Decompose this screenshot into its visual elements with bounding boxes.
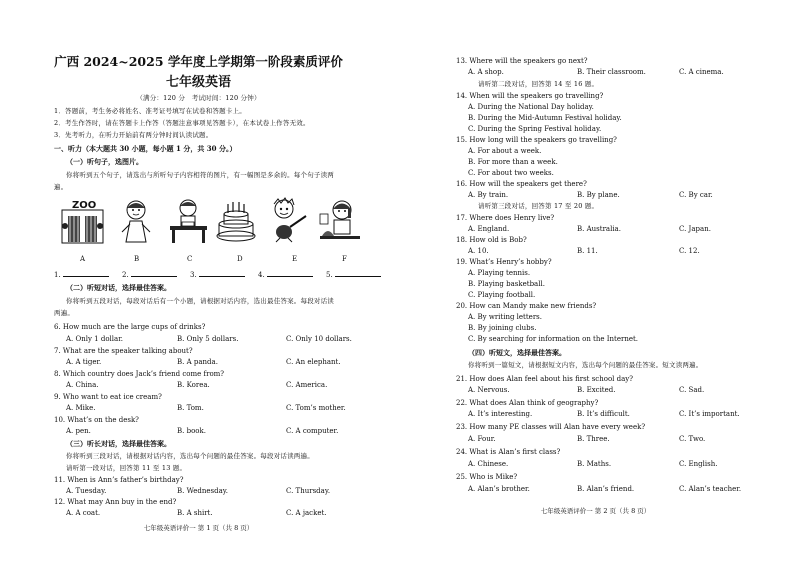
section3-heading: （三）听长对话，选择最佳答案。 [66,439,171,448]
q24-option-a[interactable]: A. Chinese. [468,460,509,468]
picture-c-boy-at-desk [166,196,211,245]
q24-option-c[interactable]: C. English. [679,460,718,468]
answer-blank-3[interactable]: 3. [190,270,245,279]
picture-d-birthday-cake [214,196,259,245]
section2-instruction: 你将听到五段对话，每段对话后有一个小题，请根据对话内容，选出最佳答案。每段对话读 [66,297,334,305]
q9-option-b[interactable]: B. Tom. [177,404,204,412]
q8-option-c[interactable]: C. America. [286,381,328,389]
question-18: 18. How old is Bob? [456,236,527,244]
question-15: 15. How long will the speakers go travelling? [456,136,617,144]
question-20: 20. How can Mandy make new friends? [456,302,597,310]
section1-heading: （一）听句子，选图片。 [66,157,143,166]
picture-e-boy-guitar [264,196,309,245]
q9-option-a[interactable]: A. Mike. [66,404,96,412]
exam-title: 广西 2024~2025 学年度上学期第一阶段素质评价 [54,54,343,69]
q22-option-c[interactable]: C. It’s important. [679,410,740,418]
picture-label-d: D [237,255,243,263]
note-2: 2．考生作答时，请在答题卡上作答（答题注意事项见答题卡），在本试卷上作答无效。 [54,119,310,127]
page-footer-2: 七年级英语评价一 第 2 页（共 8 页） [540,507,651,515]
q10-option-b[interactable]: B. book. [177,427,206,435]
page-footer-1: 七年级英语评价一 第 1 页（共 8 页） [143,524,254,532]
q17-option-b[interactable]: B. Australia. [577,225,621,233]
q20-option-a[interactable]: A. By writing letters. [468,313,542,321]
svg-text:ZOO: ZOO [72,200,97,211]
q14-option-c[interactable]: C. During the Spring Festival holiday. [468,125,602,133]
question-19: 19. What’s Henry’s hobby? [456,258,552,266]
picture-label-e: E [292,255,298,263]
section4-instruction: 你将听到一篇短文，请根据短文内容，选出每个问题的最佳答案。短文读两遍。 [468,361,703,369]
question-17: 17. Where does Henry live? [456,214,555,222]
q20-option-b[interactable]: B. By joining clubs. [468,324,537,332]
instruction-17-20: 请听第三段对话，回答第 17 至 20 题。 [478,202,599,210]
question-7: 7. What are the speaker talking about? [54,347,193,355]
q21-option-a[interactable]: A. Nervous. [468,386,510,394]
answer-blank-2[interactable]: 2. [122,270,177,279]
picture-b-girl [114,196,159,245]
note-3: 3．先考听力，在听力开始前有两分钟时间认读试题。 [54,131,213,139]
exam-info: （满分：120 分 考试时间：120 分钟） [136,94,261,102]
q19-option-a[interactable]: A. Playing tennis. [468,269,531,277]
picture-label-a: A [80,255,86,263]
note-1: 1．答题前，考生务必将姓名、准考证号填写在试卷和答题卡上。 [54,107,246,115]
q16-option-b[interactable]: B. By plane. [577,191,620,199]
q13-option-a[interactable]: A. A shop. [468,68,504,76]
q13-option-b[interactable]: B. Their classroom. [577,68,646,76]
q14-option-b[interactable]: B. During the Mid-Autumn Festival holiday. [468,114,622,122]
q25-option-a[interactable]: A. Alan’s brother. [468,485,530,493]
section1-instruction: 你将听到五个句子，请选出与所听句子内容相符的图片，有一幅图是多余的。每个句子读两 [66,171,334,179]
question-14: 14. When will the speakers go travelling? [456,92,604,100]
picture-label-c: C [187,255,193,263]
question-6: 6. How much are the large cups of drinks? [54,323,206,331]
q18-option-c[interactable]: C. 12. [679,247,700,255]
q21-option-b[interactable]: B. Excited. [577,386,616,394]
question-13: 13. Where will the speakers go next? [456,57,588,65]
picture-label-f: F [342,255,347,263]
q10-option-a[interactable]: A. pen. [66,427,91,435]
q10-option-c[interactable]: C. A computer. [286,427,339,435]
section3-subinstruction: 请听第一段对话，回答第 11 至 13 题。 [66,464,187,472]
q11-option-b[interactable]: B. Wednesday. [177,487,228,495]
q6-option-a[interactable]: A. Only 1 dollar. [66,335,123,343]
q9-option-c[interactable]: C. Tom’s mother. [286,404,346,412]
q22-option-b[interactable]: B. It’s difficult. [577,410,630,418]
q23-option-c[interactable]: C. Two. [679,435,706,443]
question-25: 25. Who is Mike? [456,473,518,481]
q16-option-c[interactable]: C. By car. [679,191,713,199]
q6-option-c[interactable]: C. Only 10 dollars. [286,335,352,343]
q22-option-a[interactable]: A. It’s interesting. [468,410,533,418]
q25-option-b[interactable]: B. Alan’s friend. [577,485,635,493]
section2-instruction-cont: 两遍。 [54,309,75,317]
q7-option-b[interactable]: B. A panda. [177,358,218,366]
question-21: 21. How does Alan feel about his first school day? [456,375,633,383]
q8-option-b[interactable]: B. Korea. [177,381,210,389]
question-23: 23. How many PE classes will Alan have every week? [456,423,646,431]
question-24: 24. What is Alan’s first class? [456,448,561,456]
q15-option-b[interactable]: B. For more than a week. [468,158,558,166]
picture-a-zoo [60,196,105,245]
q12-option-c[interactable]: C. A jacket. [286,509,327,517]
q13-option-c[interactable]: C. A cinema. [679,68,724,76]
q18-option-b[interactable]: B. 11. [577,247,598,255]
q23-option-a[interactable]: A. Four. [468,435,496,443]
q16-option-a[interactable]: A. By train. [468,191,509,199]
q12-option-a[interactable]: A. A coat. [66,509,101,517]
picture-label-b: B [134,255,140,263]
question-9: 9. Who want to eat ice cream? [54,393,162,401]
q14-option-a[interactable]: A. During the National Day holiday. [468,103,594,111]
q15-option-c[interactable]: C. For about two weeks. [468,169,554,177]
instruction-14-16: 请听第二段对话，回答第 14 至 16 题。 [478,80,599,88]
exam-subtitle: 七年级英语 [165,75,231,90]
q11-option-a[interactable]: A. Tuesday. [66,487,107,495]
q8-option-a[interactable]: A. China. [66,381,99,389]
q15-option-a[interactable]: A. For about a week. [468,147,542,155]
q7-option-a[interactable]: A. A tiger. [66,358,102,366]
question-16: 16. How will the speakers get there? [456,180,587,188]
q7-option-c[interactable]: C. An elephant. [286,358,341,366]
question-10: 10. What’s on the desk? [54,416,139,424]
q19-option-c[interactable]: C. Playing football. [468,291,536,299]
section2-heading: （二）听短对话，选择最佳答案。 [66,283,171,292]
question-12: 12. What may Ann buy in the end? [54,498,177,506]
answer-blank-5[interactable]: 5. [326,270,381,279]
q17-option-a[interactable]: A. England. [468,225,510,233]
q12-option-b[interactable]: B. A shirt. [177,509,213,517]
exam-page-2 [397,0,794,561]
q18-option-a[interactable]: A. 10. [468,247,489,255]
part1-heading: 一、听力（本大题共 30 小题，每小题 1 分，共 30 分。） [54,144,237,153]
section1-instruction-cont: 遍。 [54,183,68,191]
q25-option-c[interactable]: C. Alan’s teacher. [679,485,742,493]
q24-option-b[interactable]: B. Maths. [577,460,612,468]
q19-option-b[interactable]: B. Playing basketball. [468,280,545,288]
section4-heading: （四）听短文，选择最佳答案。 [468,348,566,357]
q21-option-c[interactable]: C. Sad. [679,386,705,394]
section3-instruction: 你将听到三段对话，请根据对话内容，选出每个问题的最佳答案。每段对话读两遍。 [66,452,314,460]
q11-option-c[interactable]: C. Thursday. [286,487,331,495]
q23-option-b[interactable]: B. Three. [577,435,610,443]
question-8: 8. Which country does Jack’s friend come from? [54,370,225,378]
q20-option-c[interactable]: C. By searching for information on the Internet. [468,335,639,343]
q17-option-c[interactable]: C. Japan. [679,225,711,233]
answer-blank-1[interactable]: 1. [54,270,109,279]
picture-f-girl-eating [318,196,363,245]
question-22: 22. What does Alan think of geography? [456,399,599,407]
question-11: 11. When is Ann’s father’s birthday? [54,476,184,484]
answer-blank-4[interactable]: 4. [258,270,313,279]
q6-option-b[interactable]: B. Only 5 dollars. [177,335,239,343]
